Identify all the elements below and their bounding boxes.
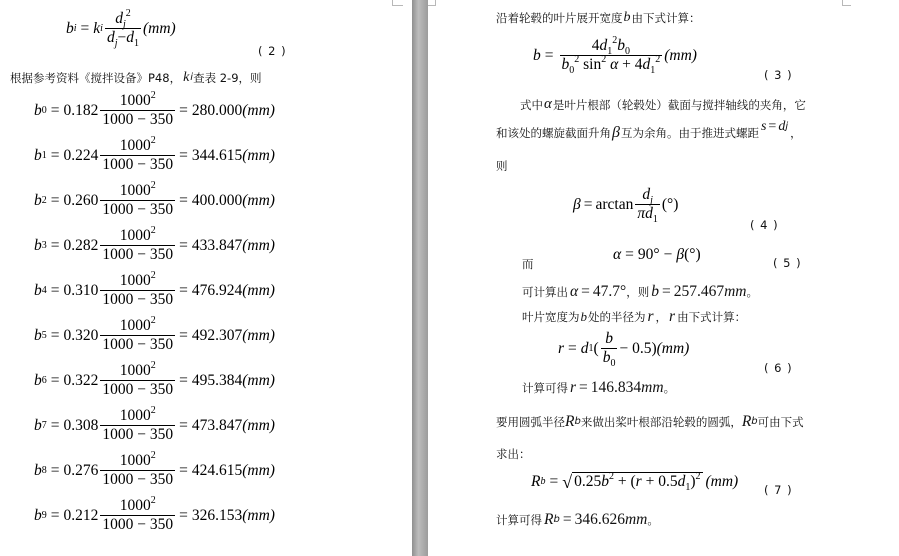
sup: 2 xyxy=(150,225,156,236)
sin: sin xyxy=(583,56,602,73)
equals: = xyxy=(579,379,588,396)
denominator: 1000 − 350 xyxy=(102,156,174,173)
equals: = xyxy=(179,281,188,299)
equation-6: r = d 1 ( $\frac{b}{b_0}$ − 0.5) (mm) xyxy=(558,330,690,369)
var-alpha: α xyxy=(544,96,552,112)
text-line-radius xyxy=(522,308,746,326)
text: ，则 xyxy=(626,285,650,299)
intro-text: 根据参考资料《搅拌设备》P48， xyxy=(10,71,182,85)
equals: = xyxy=(179,326,188,344)
equals: = xyxy=(549,472,559,490)
numerator: 1000 xyxy=(119,317,151,334)
equals: = xyxy=(179,236,188,254)
text: 由下式计算： xyxy=(677,310,747,324)
equals: = xyxy=(179,416,188,434)
var-k: k xyxy=(183,70,190,85)
var-R: R xyxy=(741,413,752,430)
equals: = xyxy=(179,461,188,479)
sup: 2 xyxy=(695,471,701,482)
result: 424.615 xyxy=(191,461,243,479)
sup: 2 xyxy=(150,450,156,461)
numerator: 1000 xyxy=(119,272,151,289)
paren: ( xyxy=(630,473,636,490)
sub: 0 xyxy=(610,358,616,369)
text: 来做出桨叶根部沿轮毂的圆弧， xyxy=(580,415,742,429)
denominator: 1000 − 350 xyxy=(102,381,174,398)
unit: mm xyxy=(641,379,664,396)
equals: = xyxy=(50,416,60,434)
plus-term: + 0.5 xyxy=(645,473,678,490)
intro-text: 查表 2-9，则 xyxy=(193,71,262,85)
var-beta: β xyxy=(676,246,685,263)
intro-line: 根据参考资料《搅拌设备》P48， k i 查表 2-9，则 xyxy=(10,70,262,85)
fraction xyxy=(100,407,175,444)
equals: = xyxy=(583,195,593,213)
coefficient: 0.276 xyxy=(63,461,99,479)
plus: + xyxy=(617,473,627,490)
text: 互为余角。由于推进式螺距 xyxy=(620,126,759,140)
unit: (mm) xyxy=(242,191,275,209)
coefficient: 0.182 xyxy=(63,101,99,119)
equals: = xyxy=(625,246,634,263)
text-and: 而 xyxy=(522,257,534,271)
radicand xyxy=(572,472,702,491)
var-b: b xyxy=(34,236,42,254)
unit: (°) xyxy=(684,246,701,263)
var-d: d xyxy=(778,119,786,134)
var-beta: β xyxy=(573,195,581,213)
value: 90° xyxy=(637,246,660,263)
equals: = xyxy=(179,191,188,209)
sqrt-icon: √ xyxy=(562,471,573,492)
page-corner-mark xyxy=(842,0,851,6)
unit: (mm) xyxy=(242,281,275,299)
var-d: d xyxy=(642,186,651,203)
unit: (mm) xyxy=(242,101,275,119)
numerator: 1000 xyxy=(119,137,151,154)
text: 式中 xyxy=(520,97,543,112)
text-line-alpha xyxy=(520,96,806,113)
result: 492.307 xyxy=(191,326,243,344)
blade-width-row: b 1 = 0.224 $\frac{1000^2}{1000 - 350}$ = 344.615 (mm) xyxy=(34,135,275,173)
fraction xyxy=(100,137,175,174)
sub: 1 xyxy=(607,46,613,57)
equation-number: ( 2 ) xyxy=(258,44,287,58)
sub: 1 xyxy=(685,482,691,493)
text-line-beta: 和该处的螺旋截面升角 β 互为余角。由于推进式螺距 s = d $_j$ ， xyxy=(496,119,802,141)
text: 。 xyxy=(746,285,758,299)
sup: 2 xyxy=(150,360,156,371)
result: 433.847 xyxy=(191,236,243,254)
result: 344.615 xyxy=(191,146,243,164)
equals: = xyxy=(581,283,590,300)
right-page xyxy=(428,0,899,556)
equals: = xyxy=(179,146,188,164)
minus: − xyxy=(117,29,127,46)
unit: (mm) xyxy=(705,472,739,490)
sup: 2 xyxy=(150,180,156,191)
sup: 2 xyxy=(150,495,156,506)
coefficient: 0.322 xyxy=(63,371,99,389)
var-b: b xyxy=(561,56,570,73)
calc-rb: 计算可得 R b = 346.626 mm 。 xyxy=(496,511,659,528)
equals: = xyxy=(50,281,60,299)
coefficient: 0.308 xyxy=(63,416,99,434)
minus: − xyxy=(663,246,673,263)
equals: = xyxy=(661,283,671,300)
var-d: d xyxy=(599,37,608,54)
text: 和该处的螺旋截面升角 xyxy=(496,126,611,140)
text-line-rb: 要用圆弧半径 R b 来做出桨叶根部沿轮毂的圆弧， R b 可由下式 xyxy=(496,413,804,430)
blade-width-row: b 2 = 0.260 $\frac{1000^2}{1000 - 350}$ = 400.000 (mm) xyxy=(34,180,275,218)
fraction xyxy=(105,10,141,47)
text: 计算可得 xyxy=(522,381,568,395)
var-d: d xyxy=(106,29,115,46)
numerator: 1000 xyxy=(119,497,151,514)
blade-width-row: b 5 = 0.320 $\frac{1000^2}{1000 - 350}$ = 492.307 (mm) xyxy=(34,315,275,353)
equals: = xyxy=(80,19,90,37)
coef: 4 xyxy=(634,56,643,73)
sub: 1 xyxy=(133,38,139,49)
denominator: 1000 − 350 xyxy=(102,201,174,218)
numerator: 1000 xyxy=(119,407,151,424)
text: 。 xyxy=(647,513,659,527)
var-b: b xyxy=(66,19,74,37)
var-r: r xyxy=(558,339,565,357)
var-alpha: α xyxy=(613,246,622,263)
denominator: 1000 − 350 xyxy=(102,246,174,263)
var-b: b xyxy=(34,371,42,389)
fraction xyxy=(560,37,663,74)
fraction xyxy=(100,182,175,219)
equation-number: ( 4 ) xyxy=(750,218,779,232)
fraction xyxy=(100,362,175,399)
var-s: s xyxy=(760,119,767,134)
var-b: b xyxy=(34,191,42,209)
sup: 2 xyxy=(125,8,131,19)
equation-2: b i = k i $\frac{d_j^2}{d_j-d_1}$ (mm) xyxy=(66,8,176,49)
text: 要用圆弧半径 xyxy=(496,415,565,429)
equals: = xyxy=(768,119,777,134)
denominator: 1000 − 350 xyxy=(102,426,174,443)
text: 可由下式 xyxy=(757,415,804,429)
calc-r xyxy=(522,379,675,397)
var-b: b xyxy=(602,349,611,366)
coefficient: 0.310 xyxy=(63,281,99,299)
var-b: b xyxy=(601,473,609,490)
var-r: r xyxy=(570,379,577,396)
arctan: arctan xyxy=(595,195,634,213)
sup: 2 xyxy=(150,135,156,146)
sup: 2 xyxy=(150,315,156,326)
var-b: b xyxy=(605,330,613,347)
denominator: 1000 − 350 xyxy=(102,336,174,353)
text: ， xyxy=(655,310,668,324)
var-b: b xyxy=(533,46,541,64)
sup: 2 xyxy=(601,54,607,65)
equals: = xyxy=(50,101,60,119)
var-b: b xyxy=(34,326,42,344)
page-corner-mark xyxy=(428,0,436,6)
page-gutter xyxy=(412,0,428,556)
fraction xyxy=(601,330,618,367)
equals: = xyxy=(50,461,60,479)
var-d: d xyxy=(580,339,589,357)
equals: = xyxy=(50,236,60,254)
var-b: b xyxy=(651,283,659,300)
minus-term: − 0.5) xyxy=(619,339,657,357)
equation-4 xyxy=(573,186,678,223)
var-d: d xyxy=(115,10,123,27)
var-d: d xyxy=(677,473,686,490)
unit: mm xyxy=(724,283,747,300)
numerator: 1000 xyxy=(119,182,151,199)
equals: = xyxy=(179,371,188,389)
paren: ( xyxy=(593,339,599,357)
denominator: 1000 − 350 xyxy=(102,291,174,308)
equals: = xyxy=(50,371,60,389)
var-alpha: α xyxy=(610,56,619,73)
equation-7: R b = √ $0.25b^2 + (r + 0.5d_1)^2$ (mm) xyxy=(531,471,739,493)
equals: = xyxy=(50,146,60,164)
fraction xyxy=(100,92,175,129)
blade-width-row: b 4 = 0.310 $\frac{1000^2}{1000 - 350}$ = 476.924 (mm) xyxy=(34,270,275,308)
denominator: 1000 − 350 xyxy=(102,111,174,128)
blade-width-row: b 7 = 0.308 $\frac{1000^2}{1000 - 350}$ = 473.847 (mm) xyxy=(34,405,275,443)
sup: 2 xyxy=(150,405,156,416)
equals: = xyxy=(179,101,188,119)
text: 计算可得 xyxy=(496,513,542,527)
unit: (mm) xyxy=(242,236,275,254)
value: 47.7° xyxy=(592,283,627,300)
value: 146.834 xyxy=(590,379,642,396)
var-b: b xyxy=(580,309,587,324)
equals: = xyxy=(50,326,60,344)
var-d: d xyxy=(642,56,651,73)
sub: j xyxy=(114,38,118,49)
unit: (°) xyxy=(661,195,679,213)
var-b: b xyxy=(34,461,42,479)
sub: 0 xyxy=(569,65,575,76)
fraction xyxy=(100,497,175,534)
var-b: b xyxy=(34,281,42,299)
var-alpha: α xyxy=(570,283,579,300)
plus: + xyxy=(622,56,631,73)
unit: (mm) xyxy=(664,46,697,64)
var-r: r xyxy=(669,308,676,325)
var-b: b xyxy=(617,37,625,54)
var-b: b xyxy=(34,506,42,524)
text-line-1 xyxy=(496,10,701,26)
unit: (mm) xyxy=(242,326,275,344)
sub: j xyxy=(650,195,653,206)
coef: 0.25 xyxy=(574,473,602,490)
text: 。 xyxy=(663,381,676,395)
coefficient: 0.260 xyxy=(63,191,99,209)
sup: 2 xyxy=(612,35,618,46)
result: 280.000 xyxy=(191,101,243,119)
unit: (mm) xyxy=(242,416,275,434)
var-R: R xyxy=(565,413,575,430)
result: 495.384 xyxy=(191,371,243,389)
equals: = xyxy=(50,191,60,209)
var-R: R xyxy=(531,472,541,490)
sub: 0 xyxy=(624,46,630,57)
equals: = xyxy=(562,511,572,528)
numerator: 1000 xyxy=(119,227,151,244)
text: 叶片宽度为 xyxy=(522,310,580,324)
value: 346.626 xyxy=(574,511,625,528)
blade-width-row: b 9 = 0.212 $\frac{1000^2}{1000 - 350}$ = 326.153 (mm) xyxy=(34,495,275,533)
denominator: 1000 − 350 xyxy=(102,516,174,533)
blade-width-row: b 6 = 0.322 $\frac{1000^2}{1000 - 350}$ = 495.384 (mm) xyxy=(34,360,275,398)
unit: (mm) xyxy=(242,146,275,164)
equation-5 xyxy=(613,246,701,264)
result: 326.153 xyxy=(191,506,243,524)
unit: (mm) xyxy=(242,461,275,479)
text-solve: 求出： xyxy=(496,447,531,461)
blade-width-row: b 3 = 0.282 $\frac{1000^2}{1000 - 350}$ = 433.847 (mm) xyxy=(34,225,275,263)
unit: (mm) xyxy=(242,506,275,524)
text: 是叶片根部（轮毂处）截面与搅拌轴线的夹角，它 xyxy=(552,97,806,112)
unit: (mm) xyxy=(656,339,690,357)
value: 257.467 xyxy=(673,283,725,300)
text: 处的半径为 xyxy=(588,310,646,324)
sup: 2 xyxy=(150,270,156,281)
unit: (mm) xyxy=(242,371,275,389)
sub: 1 xyxy=(652,214,658,225)
var-b: b xyxy=(623,10,631,25)
result: 473.847 xyxy=(191,416,243,434)
var-r: r xyxy=(635,473,642,490)
coef: 4 xyxy=(591,37,600,54)
equation-number: ( 5 ) xyxy=(773,256,802,270)
fraction xyxy=(100,452,175,489)
denominator: 1000 − 350 xyxy=(102,471,174,488)
text: 沿着轮毂的叶片展开宽度 xyxy=(496,11,623,25)
blade-width-row: b 8 = 0.276 $\frac{1000^2}{1000 - 350}$ = 424.615 (mm) xyxy=(34,450,275,488)
unit: mm xyxy=(624,511,648,528)
equation-3 xyxy=(533,37,697,74)
blade-width-row: b 0 = 0.182 $\frac{1000^2}{1000 - 350}$ = 280.000 (mm) xyxy=(34,90,275,128)
sup: 2 xyxy=(608,471,614,482)
text-then: 则 xyxy=(496,159,508,173)
left-page xyxy=(0,0,412,556)
var-R: R xyxy=(544,511,554,528)
fraction xyxy=(100,227,175,264)
fraction xyxy=(100,317,175,354)
unit: (mm) xyxy=(142,19,176,37)
text: 由下式计算： xyxy=(631,11,701,25)
sub: j xyxy=(122,19,126,30)
equation-number: ( 6 ) xyxy=(764,361,793,375)
numerator: 1000 xyxy=(119,362,151,379)
var-b: b xyxy=(34,146,42,164)
var-beta: β xyxy=(612,124,620,141)
text: 可计算出 xyxy=(522,285,568,299)
calc-alpha-b xyxy=(522,283,758,301)
var-k: k xyxy=(93,19,101,37)
coefficient: 0.212 xyxy=(63,506,99,524)
fraction xyxy=(100,272,175,309)
sup: 2 xyxy=(574,54,580,65)
numerator: 1000 xyxy=(119,92,151,109)
var-b: b xyxy=(34,101,42,119)
sup: 2 xyxy=(655,54,661,65)
var-d: d xyxy=(126,29,134,46)
equals: = xyxy=(179,506,188,524)
pi: π xyxy=(637,205,646,222)
text: ， xyxy=(790,126,802,140)
paren: ) xyxy=(690,473,696,490)
var-d: d xyxy=(645,205,653,222)
fraction xyxy=(635,186,660,223)
equals: = xyxy=(50,506,60,524)
coefficient: 0.224 xyxy=(63,146,99,164)
var-r: r xyxy=(647,308,654,325)
var-b: b xyxy=(34,416,42,434)
coefficient: 0.320 xyxy=(63,326,99,344)
sub: 1 xyxy=(650,65,656,76)
equals: = xyxy=(544,46,554,64)
equation-number: ( 7 ) xyxy=(764,483,793,497)
coefficient: 0.282 xyxy=(63,236,99,254)
sup: 2 xyxy=(150,90,156,101)
page-corner-mark xyxy=(392,0,403,6)
result: 400.000 xyxy=(191,191,243,209)
result: 476.924 xyxy=(191,281,243,299)
numerator: 1000 xyxy=(119,452,151,469)
equals: = xyxy=(568,339,577,357)
equation-number: ( 3 ) xyxy=(764,68,793,82)
